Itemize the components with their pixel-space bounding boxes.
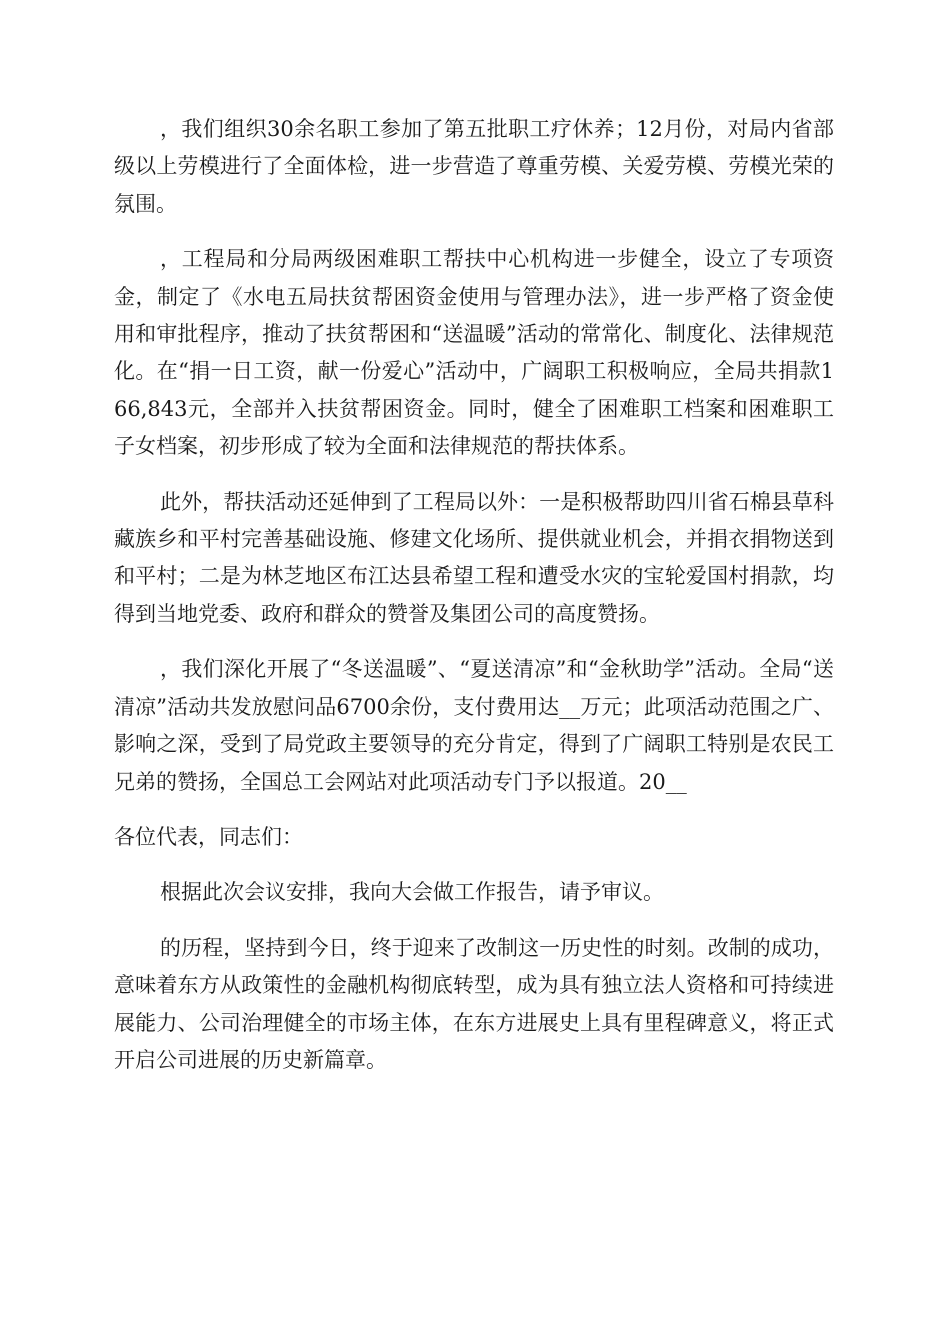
paragraph-salutation: 各位代表，同志们：: [114, 824, 303, 849]
paragraph-restructuring: 的历程，坚持到今日，终于迎来了改制这一历史性的时刻。改制的成功，意味着东方从政策性的金融机构彻底转型，成为具有独立法人资格和可持续进展能力、公司治理健全的市场主体，在东方进展史上具有里程碑意义，将正式开启公司进展的历史新篇章。: [114, 935, 834, 1072]
paragraph-external-assistance: 此外，帮扶活动还延伸到了工程局以外：一是积极帮助四川省石棉县草科藏族乡和平村完善基础设施、修建文化场所、提供就业机会，并捐衣捐物送到和平村；二是为林芝地区布江达县希望工程和遭受水灾的宝轮爱国村捐款，均得到当地党委、政府和群众的赞誉及集团公司的高度赞扬。: [114, 489, 834, 626]
paragraph-recuperation-and-model-workers: ，我们组织30余名职工参加了第五批职工疗休养；12月份，对局内省部级以上劳模进行了全面体检，进一步营造了尊重劳模、关爱劳模、劳模光荣的氛围。: [114, 117, 834, 216]
paragraph-report-intro: 根据此次会议安排，我向大会做工作报告，请予审议。: [160, 880, 664, 905]
document-body: [114, 111, 834, 1097]
paragraph-seasonal-activities: ，我们深化开展了“冬送温暖”、“夏送清凉”和“金秋助学”活动。全局“送清凉”活动共发放慰问品6700余份，支付费用达__万元；此项活动范围之广、影响之深，受到了局党政主要领导的充分肯定，得到了广阔职工特别是农民工兄弟的赞扬，全国总工会网站对此项活动专门予以报道。20__: [114, 657, 834, 794]
paragraph-poverty-relief-center: ，工程局和分局两级困难职工帮扶中心机构进一步健全，设立了专项资金，制定了《水电五局扶贫帮困资金使用与管理办法》，进一步严格了资金使用和审批程序，推动了扶贫帮困和“送温暖”活动的常常化、制度化、法律规范化。在“捐一日工资，献一份爱心”活动中，广阔职工积极响应，全局共捐款166,843元，全部并入扶贫帮困资金。同时，健全了困难职工档案和困难职工子女档案，初步形成了较为全面和法律规范的帮扶体系。: [114, 247, 834, 459]
